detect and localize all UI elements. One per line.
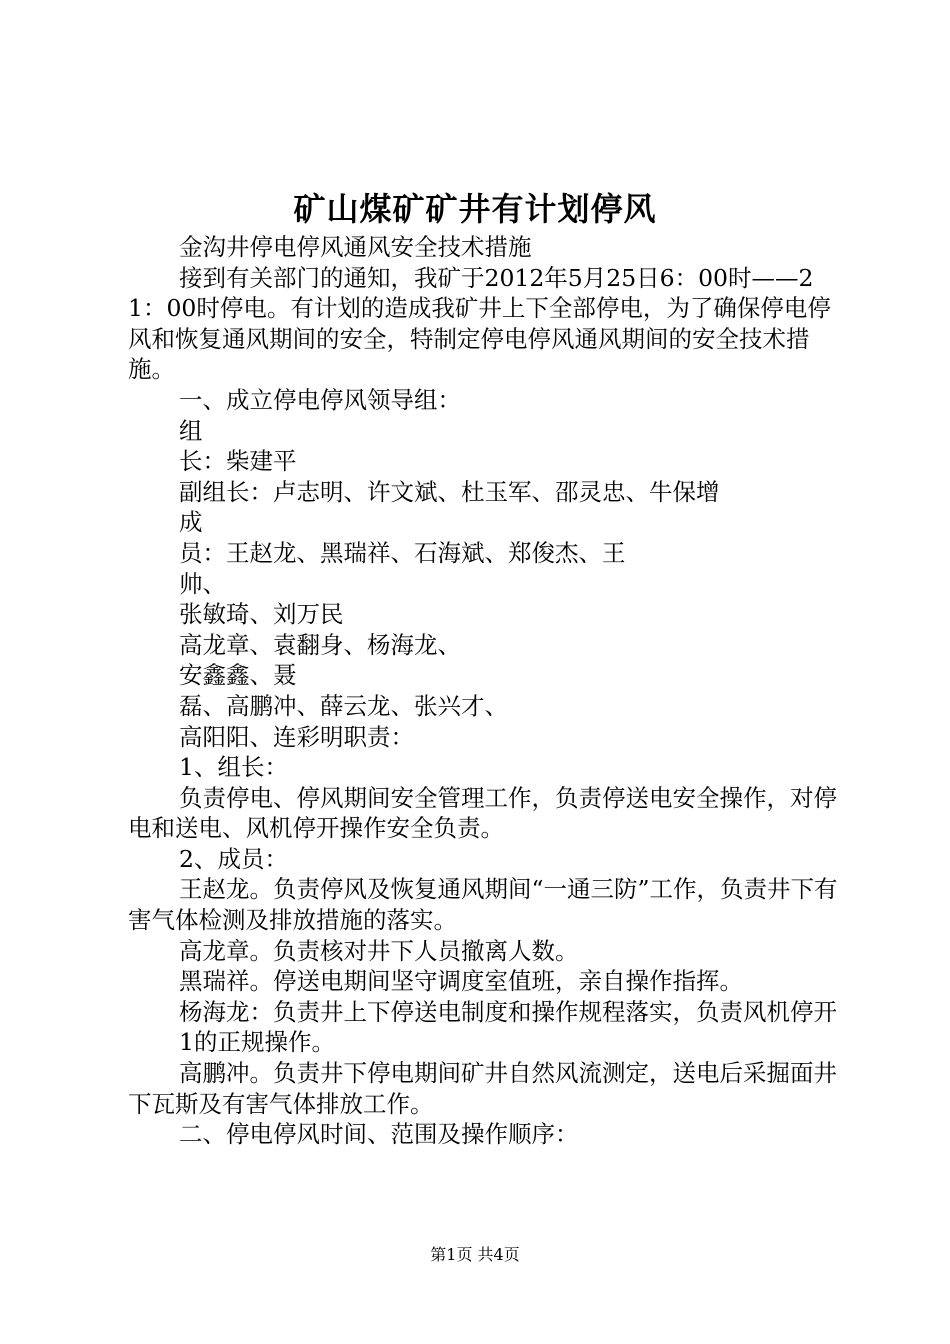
paragraph: 1、组长： xyxy=(179,753,288,782)
page-footer: 第1页 共4页 xyxy=(430,1245,520,1264)
paragraph: 磊、高鹏冲、薛云龙、张兴才、 xyxy=(179,691,508,720)
paragraph: 王赵龙。负责停风及恢复通风期间“一通三防”工作，负责井下有害气体检测及排放措施的落实。 xyxy=(128,875,838,935)
paragraph: 杨海龙：负责井上下停送电制度和操作规程落实，负责风机停开 xyxy=(179,997,837,1026)
paragraph: 长：柴建平 xyxy=(179,447,297,476)
paragraph: 员：王赵龙、黑瑞祥、石海斌、郑俊杰、王 xyxy=(179,538,626,567)
paragraph: 一、成立停电停风领导组： xyxy=(179,385,461,414)
paragraph: 二、停电停风时间、范围及操作顺序： xyxy=(179,1120,579,1149)
paragraph: 高阳阳、连彩明职责： xyxy=(179,722,414,751)
paragraph: 黑瑞祥。停送电期间坚守调度室值班，亲自操作指挥。 xyxy=(179,967,743,996)
document-title: 矿山煤矿矿井有计划停风 xyxy=(293,190,657,228)
paragraph: 帅、 xyxy=(179,569,226,598)
paragraph: 接到有关部门的通知，我矿于2012年5月25日6：00时——21：00时停电。有计划的造成我矿井上下全部停电，为了确保停电停风和恢复通风期间的安全，特制定停电停风通风期间的安全技术措施。 xyxy=(128,263,831,384)
document-body xyxy=(128,232,840,1150)
paragraph: 副组长：卢志明、许文斌、杜玉军、邵灵忠、牛保增 xyxy=(179,477,720,506)
paragraph: 高鹏冲。负责井下停电期间矿井自然风流测定，送电后采掘面井下瓦斯及有害气体排放工作。 xyxy=(128,1059,837,1118)
paragraph: 高龙章。负责核对井下人员撤离人数。 xyxy=(179,936,579,965)
paragraph: 金沟井停电停风通风安全技术措施 xyxy=(179,233,532,261)
paragraph: 高龙章、袁翻身、杨海龙、 xyxy=(179,630,461,659)
paragraph: 2、成员： xyxy=(179,844,288,873)
paragraph: 成 xyxy=(179,508,203,537)
paragraph: 张敏琦、刘万民 xyxy=(179,600,344,629)
paragraph: 组 xyxy=(179,416,203,445)
paragraph: 1的正规操作。 xyxy=(179,1028,335,1057)
paragraph: 安鑫鑫、聂 xyxy=(179,661,297,690)
paragraph: 负责停电、停风期间安全管理工作，负责停送电安全操作，对停电和送电、风机停开操作安全负责。 xyxy=(128,783,837,843)
